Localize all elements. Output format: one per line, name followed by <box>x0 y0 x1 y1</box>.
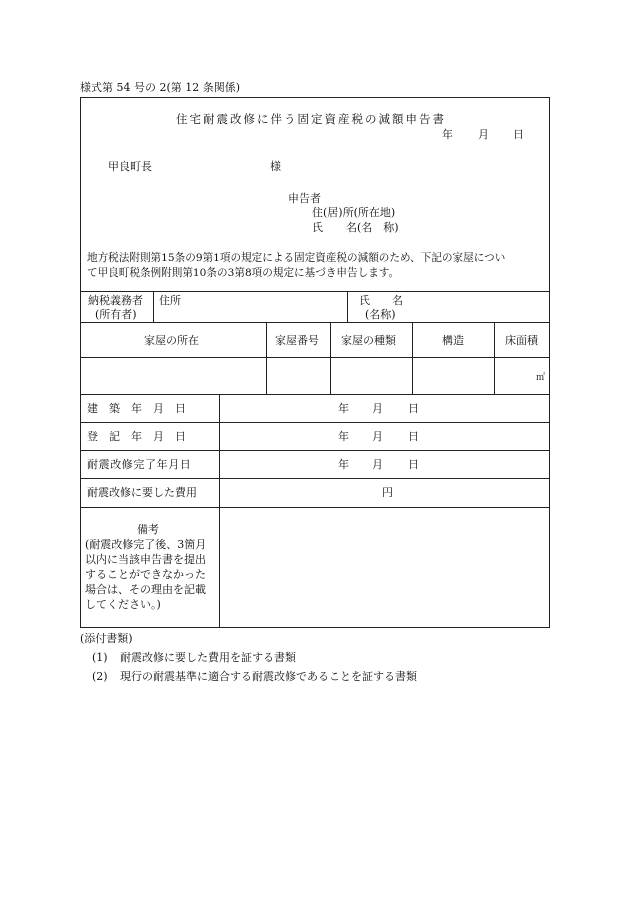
area-unit: ㎡ <box>536 373 546 383</box>
row-construction-day: 日 <box>408 402 419 415</box>
divider <box>81 478 549 479</box>
header-house-number: 家屋番号 <box>275 334 319 347</box>
row-cost-yen: 円 <box>382 486 393 499</box>
divider <box>330 322 331 394</box>
addressee-name: 甲良町長 <box>108 160 152 173</box>
divider <box>81 507 549 508</box>
form-number: 様式第 54 号の 2(第 12 条関係) <box>80 81 241 94</box>
divider <box>153 291 154 322</box>
row-completion-year: 年 <box>338 458 349 471</box>
remarks-line: 場合は、その理由を記載 <box>85 583 206 596</box>
attachment-number: (1) <box>92 651 108 664</box>
divider <box>347 291 348 322</box>
row-label-cost: 耐震改修に要した費用 <box>87 486 197 499</box>
row-completion-month: 月 <box>372 458 383 471</box>
declarant-name-label-2: 名(名 称) <box>346 221 399 234</box>
row-completion-day: 日 <box>408 458 419 471</box>
divider <box>81 291 549 292</box>
divider <box>81 422 549 423</box>
declarant-heading: 申告者 <box>288 192 321 205</box>
header-floor-area: 床面積 <box>505 334 538 347</box>
divider <box>266 322 267 394</box>
header-house-type: 家屋の種類 <box>341 334 396 347</box>
row-construction-year: 年 <box>338 402 349 415</box>
divider <box>81 322 549 323</box>
taxpayer-label-2: (所有者) <box>95 308 137 321</box>
header-location: 家屋の所在 <box>144 334 199 347</box>
taxpayer-name-label-1: 氏 名 <box>359 294 403 307</box>
row-registration-month: 月 <box>372 430 383 443</box>
header-structure: 構造 <box>442 334 464 347</box>
attachment-number: (2) <box>92 670 108 683</box>
remarks-heading: 備考 <box>137 523 159 536</box>
row-registration-year: 年 <box>338 430 349 443</box>
addressee-suffix: 様 <box>270 160 281 173</box>
divider <box>494 322 495 394</box>
statement-line-2: て甲良町税条例附則第10条の3第8項の規定に基づき申告します。 <box>87 267 400 279</box>
row-registration-day: 日 <box>408 430 419 443</box>
declarant-name-label-1: 氏 <box>312 221 323 234</box>
divider <box>81 357 549 358</box>
row-label-registration: 登 記 年 月 日 <box>87 430 186 443</box>
attachment-text: 耐震改修に要した費用を証する書類 <box>120 651 296 664</box>
remarks-line: (耐震改修完了後、3箇月 <box>85 538 207 551</box>
statement-line-1: 地方税法附則第15条の9第1項の規定による固定資産税の減額のため、下記の家屋につい <box>87 252 506 264</box>
remarks-line: することができなかった <box>85 568 206 581</box>
remarks-line: 以内に当該申告書を提出 <box>85 553 206 566</box>
date-day: 日 <box>513 128 524 141</box>
row-label-completion: 耐震改修完了年月日 <box>87 458 192 471</box>
row-construction-month: 月 <box>372 402 383 415</box>
date-year: 年 <box>442 128 453 141</box>
declarant-address-label: 住(居)所(所在地) <box>312 206 396 219</box>
divider <box>81 450 549 451</box>
row-label-construction: 建 築 年 月 日 <box>87 402 186 415</box>
taxpayer-label-1: 納税義務者 <box>88 294 143 307</box>
divider <box>81 394 549 395</box>
attachment-text: 現行の耐震基準に適合する耐震改修であることを証する書類 <box>120 670 417 683</box>
declaration-form <box>80 97 550 628</box>
divider <box>412 322 413 394</box>
form-title: 住宅耐震改修に伴う固定資産税の減額申告書 <box>176 112 446 126</box>
remarks-line: してください。) <box>85 598 161 611</box>
taxpayer-address-label: 住所 <box>159 294 181 307</box>
date-month: 月 <box>478 128 489 141</box>
attachments-heading: (添付書類) <box>80 632 133 645</box>
divider <box>219 394 220 628</box>
taxpayer-name-label-2: (名称) <box>365 308 396 321</box>
